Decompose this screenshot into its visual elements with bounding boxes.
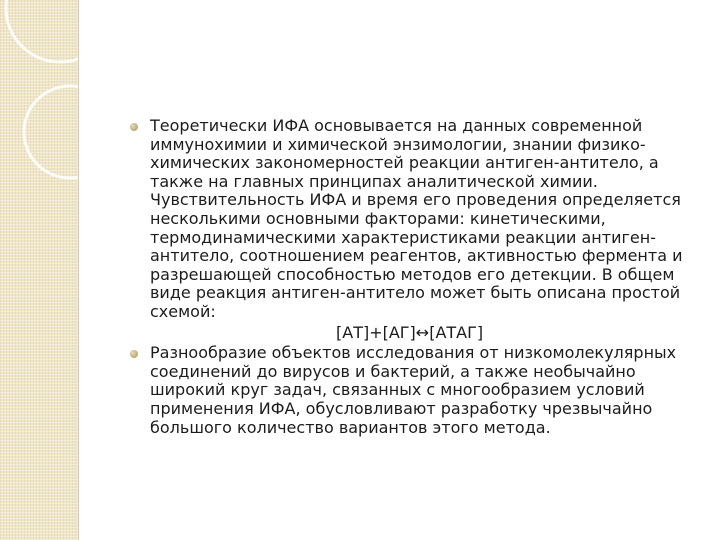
slide-content bbox=[130, 117, 700, 437]
bullet-text-2: Разнообразие объектов исследования от низкомолекулярных соединений до вирусов и бактерий, а также необычайно широкий круг задач, связанных с многообразием условий применения ИФА, обусловливают разработку чрезвычайно большого количество вариантов этого метода. bbox=[150, 343, 677, 437]
bullet-icon bbox=[130, 350, 138, 358]
bullet-icon bbox=[130, 123, 138, 131]
bullet-item-2 bbox=[130, 344, 700, 437]
bullet-text-1: Теоретически ИФА основывается на данных современной иммунохимии и химической энзимологии, знании физико-химических закономерностей реакции антиген-антитело, а также на главных принципах аналитической химии. Чувствительность ИФА и время его проведения определяется несколькими основными факторами: кинетическими, термодинамическими характеристиками реакции антиген-антитело, соотношением реагентов, активностью фермента и разрешающей способностью методов его детекции. В общем виде реакция антиген-антитело может быть описана простой схемой: bbox=[150, 116, 683, 321]
decorative-circles-icon bbox=[0, 0, 78, 540]
panel-divider bbox=[78, 0, 79, 540]
reaction-formula: [АТ]+[АГ]↔[АТАГ] bbox=[336, 322, 484, 342]
bullet-item-1 bbox=[130, 117, 700, 342]
decorative-side-panel bbox=[0, 0, 78, 540]
